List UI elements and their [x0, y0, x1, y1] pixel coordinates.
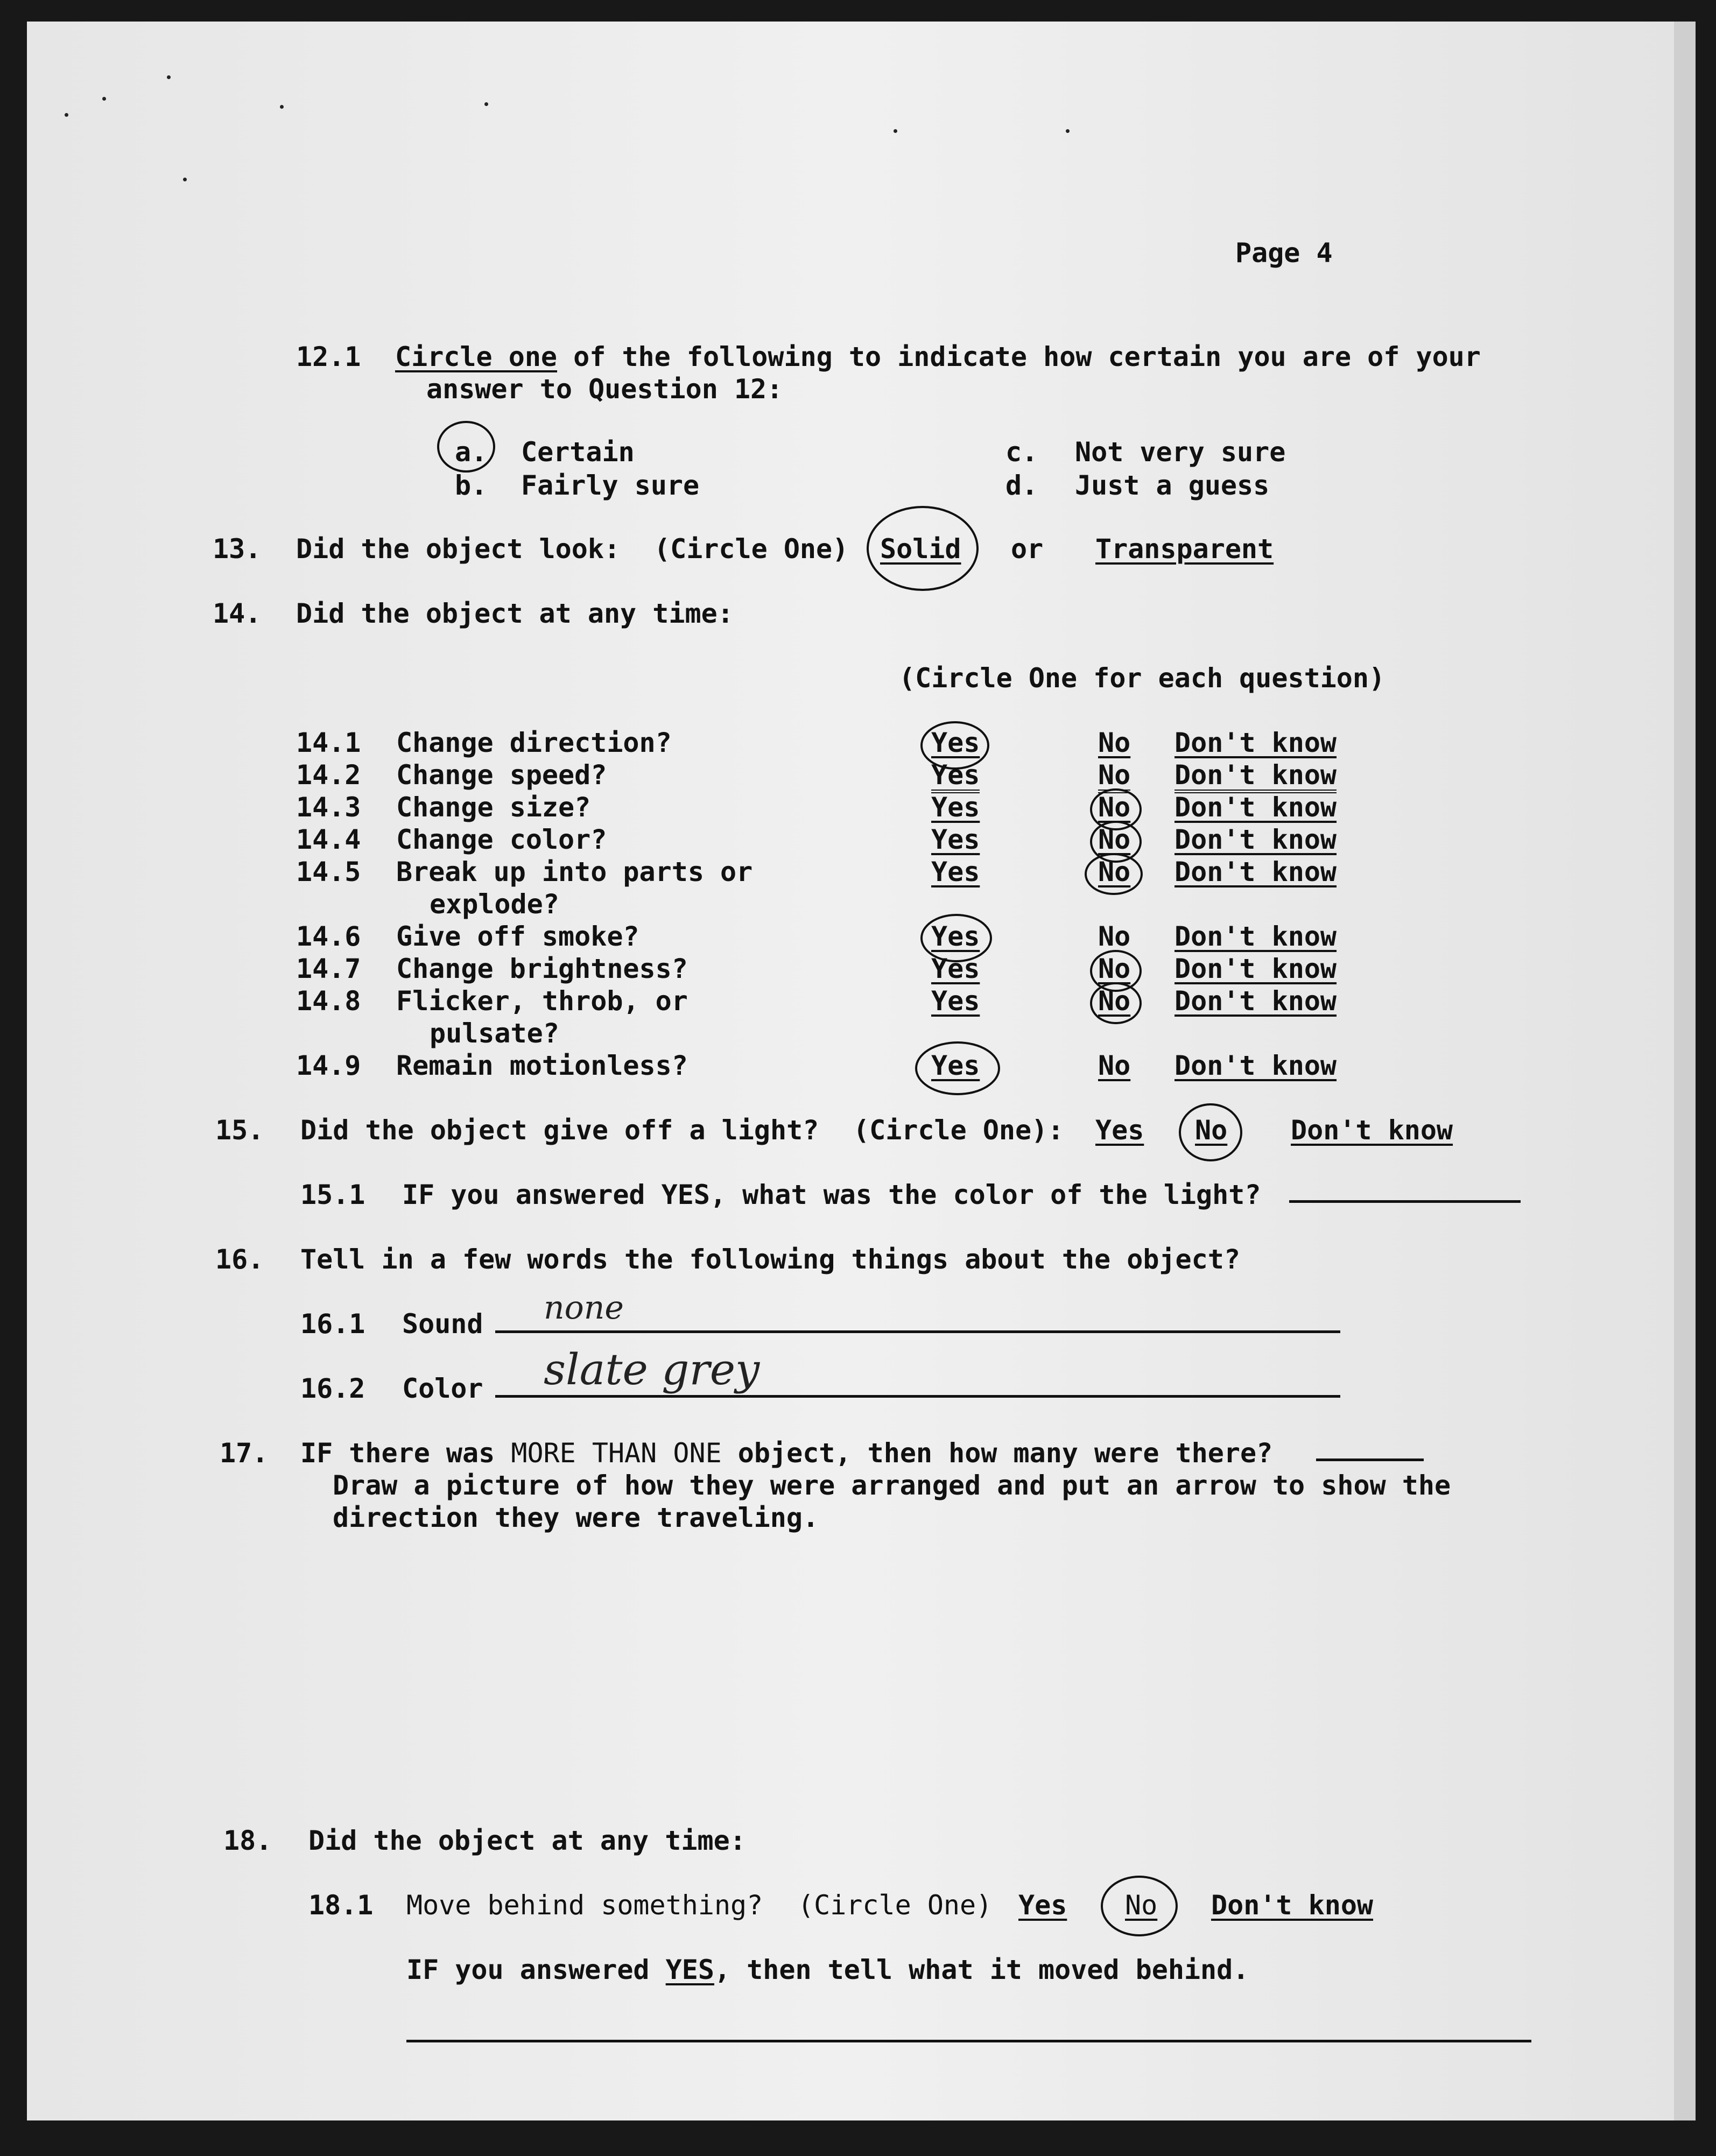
circled-answer-mark [1085, 853, 1143, 895]
q14-item-text: Give off smoke? [396, 921, 639, 952]
circled-answer-mark [1179, 1103, 1242, 1161]
q18-1-no-option[interactable]: No [1125, 1890, 1158, 1921]
circled-answer-mark [437, 421, 495, 473]
q14-item-text: Break up into parts or [396, 856, 753, 887]
dont-know-option[interactable]: Don't know [1175, 792, 1337, 823]
q14-item-text: Remain motionless? [396, 1050, 688, 1081]
q14-item-text: Flicker, throb, or [396, 985, 688, 1017]
q18-1-followup [406, 1956, 1249, 1983]
circled-answer-mark [1101, 1876, 1178, 1936]
q14-item-number: 14.4 [296, 824, 361, 855]
no-option[interactable]: No [1098, 824, 1131, 855]
q18-1-question: Move behind something? [406, 1890, 763, 1921]
q15-number: 15. [215, 1115, 264, 1146]
q15-yes-option[interactable]: Yes [1095, 1115, 1144, 1146]
q13-option-solid[interactable]: Solid [880, 533, 961, 565]
circled-answer-mark [915, 1041, 1000, 1095]
q14-item-number: 14.1 [296, 727, 361, 758]
option-b-letter: b. [455, 470, 488, 501]
option-d-letter: d. [1005, 470, 1038, 501]
q16-number: 16. [215, 1244, 264, 1275]
form-page [27, 22, 1696, 2120]
q14-item-text: Change size? [396, 792, 591, 823]
q17-question-line3: direction they were traveling. [333, 1502, 819, 1533]
q15-circle-note: (Circle One): [853, 1115, 1064, 1146]
q16-2-number: 16.2 [300, 1373, 365, 1404]
q15-1-number: 15.1 [300, 1179, 365, 1210]
yes-option[interactable]: Yes [931, 792, 980, 823]
q18-1-dont-know-option[interactable]: Don't know [1211, 1890, 1374, 1921]
q18-1-answer-line[interactable] [406, 2040, 1531, 2042]
no-option[interactable]: No [1098, 856, 1131, 887]
q16-2-answer-line[interactable] [495, 1395, 1340, 1398]
q18-number: 18. [223, 1825, 272, 1856]
option-a-letter: a. [455, 436, 488, 468]
option-c-text: Not very sure [1075, 436, 1286, 468]
q14-item-text-cont: pulsate? [430, 1018, 559, 1049]
dont-know-option[interactable]: Don't know [1175, 953, 1337, 984]
q14-item-number: 14.6 [296, 921, 361, 952]
dont-know-option[interactable]: Don't know [1175, 985, 1337, 1017]
q12-1-instruction-rest: of the following to indicate how certain you are of your [557, 341, 1481, 372]
yes-option[interactable]: Yes [931, 953, 980, 984]
q14-item-number: 14.7 [296, 953, 361, 984]
q16-question: Tell in a few words the following things about the object? [300, 1244, 1240, 1275]
q14-item-text: Change speed? [396, 759, 607, 791]
q14-item-number: 14.5 [296, 856, 361, 887]
yes-option[interactable]: Yes [931, 985, 980, 1017]
q15-dont-know-option[interactable]: Don't know [1291, 1115, 1453, 1146]
q14-item-number: 14.3 [296, 792, 361, 823]
yes-option[interactable]: Yes [931, 727, 980, 758]
q14-item-number: 14.8 [296, 985, 361, 1017]
q14-item-text: Change brightness? [396, 953, 688, 984]
q18-1-circle-note: (Circle One) [798, 1890, 993, 1921]
option-a-text: Certain [521, 436, 635, 468]
no-option[interactable]: No [1098, 985, 1131, 1017]
dont-know-option[interactable]: Don't know [1175, 856, 1337, 887]
q14-item-number: 14.9 [296, 1050, 361, 1081]
q14-item-text: Change color? [396, 824, 607, 855]
q17-more-than-one: MORE THAN ONE [511, 1438, 722, 1469]
q14-question: Did the object at any time: [296, 598, 734, 629]
scan-speck [65, 113, 68, 117]
q18-question: Did the object at any time: [308, 1825, 746, 1856]
q15-no-option[interactable]: No [1195, 1115, 1228, 1146]
option-b-text: Fairly sure [521, 470, 700, 501]
no-option[interactable]: No [1098, 792, 1131, 823]
q13-circle-note: (Circle One) [654, 533, 849, 565]
circled-answer-mark [867, 506, 979, 591]
dont-know-option[interactable]: Don't know [1175, 762, 1337, 793]
q12-1-instruction [395, 343, 1481, 370]
scan-speck [894, 129, 897, 133]
q15-1-answer-line[interactable] [1289, 1200, 1521, 1203]
q13-question: Did the object look: [296, 533, 621, 565]
q16-1-label: Sound [402, 1308, 483, 1340]
dont-know-option[interactable]: Don't know [1175, 727, 1337, 758]
q14-item-text-cont: explode? [430, 889, 559, 920]
scan-speck [1066, 129, 1070, 133]
yes-option[interactable]: Yes [931, 856, 980, 887]
q14-item-text: Change direction? [396, 727, 672, 758]
yes-option[interactable]: Yes [931, 1050, 980, 1081]
q16-2-handwritten-answer: slate grey [544, 1344, 760, 1394]
scan-speck [484, 102, 488, 106]
dont-know-option[interactable]: Don't know [1175, 824, 1337, 855]
q16-2-label: Color [402, 1373, 483, 1404]
no-option[interactable]: No [1098, 921, 1131, 952]
yes-option[interactable]: Yes [931, 824, 980, 855]
circled-answer-mark [1090, 982, 1142, 1024]
q18-1-number: 18.1 [308, 1890, 374, 1921]
page-number: Page 4 [1235, 237, 1333, 269]
q17-number: 17. [220, 1438, 269, 1469]
q17-count-line[interactable] [1316, 1459, 1424, 1461]
q13-option-transparent[interactable]: Transparent [1095, 533, 1274, 565]
q15-1-question: IF you answered YES, what was the color of the light? [402, 1179, 1261, 1210]
q17-question-line2: Draw a picture of how they were arranged and put an arrow to show the [333, 1470, 1451, 1501]
q16-1-handwritten-answer: none [544, 1289, 624, 1327]
q13-or: or [1011, 533, 1044, 565]
q18-1-followup-a: IF you answered [406, 1954, 666, 1985]
no-option[interactable]: No [1098, 1050, 1131, 1081]
q17-text-b: object, then how many were there? [721, 1438, 1273, 1469]
q12-1-instruction-line2: answer to Question 12: [426, 374, 783, 405]
q14-item-number: 14.2 [296, 759, 361, 791]
no-option[interactable]: No [1098, 762, 1130, 793]
yes-option[interactable]: Yes [931, 762, 980, 793]
dont-know-option[interactable]: Don't know [1175, 921, 1337, 952]
q17-drawing-area[interactable] [333, 1550, 1463, 1808]
q18-1-followup-yes: YES [665, 1954, 714, 1985]
no-option[interactable]: No [1098, 727, 1131, 758]
no-option[interactable]: No [1098, 953, 1131, 984]
option-d-text: Just a guess [1075, 470, 1270, 501]
scan-speck [183, 178, 187, 181]
yes-option[interactable]: Yes [931, 921, 980, 952]
q18-1-followup-b: , then tell what it moved behind. [714, 1954, 1249, 1985]
q16-1-answer-line[interactable] [495, 1330, 1340, 1333]
q15-question: Did the object give off a light? [300, 1115, 819, 1146]
q12-1-number: 12.1 [296, 341, 361, 372]
q14-number: 14. [213, 598, 262, 629]
scan-speck [167, 75, 171, 79]
q12-1-circle-one: Circle one [395, 341, 558, 372]
q14-column-header: (Circle One for each question) [899, 663, 1386, 694]
q17-text-a: IF there was [300, 1438, 511, 1469]
q13-number: 13. [213, 533, 262, 565]
q16-1-number: 16.1 [300, 1308, 365, 1340]
q18-1-yes-option[interactable]: Yes [1018, 1890, 1067, 1921]
scan-speck [102, 97, 106, 101]
option-c-letter: c. [1005, 436, 1038, 468]
scan-speck [280, 105, 284, 109]
dont-know-option[interactable]: Don't know [1175, 1050, 1337, 1081]
q17-question-line1 [300, 1440, 1272, 1467]
